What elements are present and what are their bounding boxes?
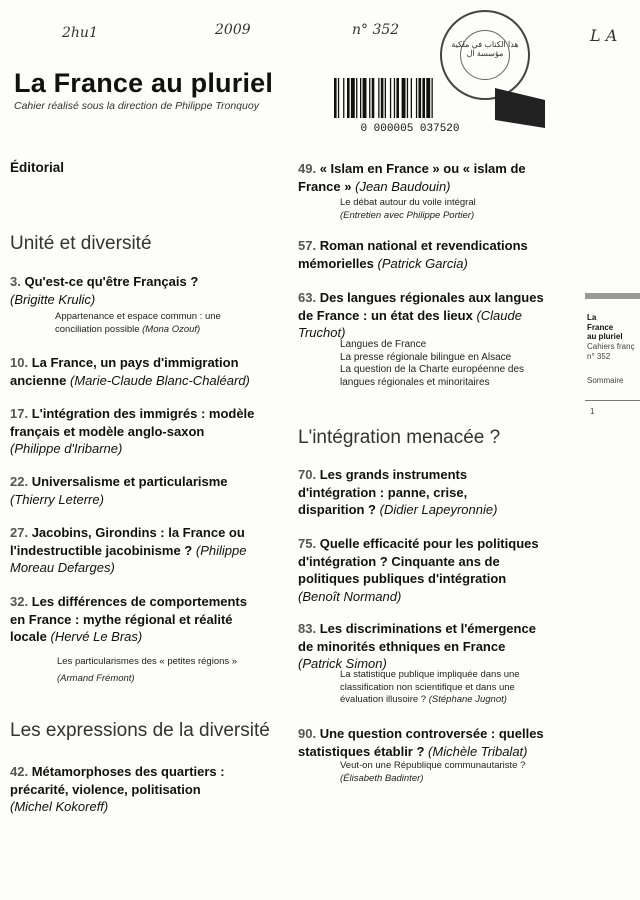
handwritten-number: n° 352 <box>352 22 400 38</box>
toc-entry-83[interactable]: 83. Les discriminations et l'émergence de minorités ethniques en France (Patrick Simon) <box>298 621 536 671</box>
toc-entry-42[interactable]: 42. Métamorphoses des quartiers : précarité, violence, politisation (Michel Kokoreff) <box>10 764 225 814</box>
side-page-number: 1 <box>590 407 595 416</box>
toc-sub-3: Appartenance et espace commun : une conciliation possible (Mona Ozouf) <box>55 311 221 335</box>
toc-entry-70[interactable]: 70. Les grands instruments d'intégration : panne, crise, disparition ? (Didier Lapeyronnie) <box>298 467 498 517</box>
toc-sub-83: La statistique publique impliquée dans une classification non scientifique et dans une évaluation illusoire ? (Stéphane Jugnot) <box>340 669 520 705</box>
toc-entry-17[interactable]: 17. L'intégration des immigrés : modèle français et modèle anglo-saxon (Philippe d'Iribarne) <box>10 406 255 456</box>
handwritten-code: 2hu1 <box>62 25 98 41</box>
toc-sub-32-author: (Armand Frémont) <box>57 673 135 684</box>
toc-entry-49[interactable]: 49. « Islam en France » ou « islam de France » (Jean Baudouin) <box>298 161 526 194</box>
toc-entry-75[interactable]: 75. Quelle efficacité pour les politiques d'intégration ? Cinquante ans de politiques publiques d'intégration (Benoît Normand) <box>298 536 539 604</box>
section-unite: Unité et diversité <box>10 233 152 254</box>
toc-entry-63[interactable]: 63. Des langues régionales aux langues de France : un état des lieux (Claude Truchot) <box>298 290 544 340</box>
toc-entry-57[interactable]: 57. Roman national et revendications mémorielles (Patrick Garcia) <box>298 238 528 271</box>
toc-entry-10[interactable]: 10. La France, un pays d'immigration ancienne (Marie-Claude Blanc-Chaléard) <box>10 355 250 388</box>
side-sommaire: Sommaire <box>587 376 624 385</box>
toc-sub-49: Le débat autour du voile intégral (Entretien avec Philippe Portier) <box>340 197 476 221</box>
toc-entry-32[interactable]: 32. Les différences de comportements en France : mythe régional et réalité locale (Hervé Le Bras) <box>10 594 247 644</box>
toc-sub-63: Langues de France La presse régionale bilingue en Alsace La question de la Charte européenne des langues régionales et minoritaires <box>340 339 525 388</box>
toc-entry-90[interactable]: 90. Une question controversée : quelles statistiques établir ? (Michèle Tribalat) <box>298 726 544 759</box>
barcode-number: 0 000005 037520 <box>360 123 460 134</box>
side-bar <box>585 293 640 299</box>
barcode <box>330 76 490 134</box>
side-divider <box>585 400 640 401</box>
handwritten-corner: L A <box>590 26 618 45</box>
toc-entry-22[interactable]: 22. Universalisme et particularisme (Thierry Leterre) <box>10 474 228 507</box>
page-subtitle: Cahier réalisé sous la direction de Philippe Tronquoy <box>14 100 259 112</box>
section-integration: L'intégration menacée ? <box>298 427 501 448</box>
section-expressions: Les expressions de la diversité <box>10 720 270 741</box>
stamp-text: هذا الكتاب في ملكية مؤسسة ال <box>451 40 519 58</box>
handwritten-year: 2009 <box>215 22 251 38</box>
stamp-emblem <box>495 88 545 128</box>
page-title: La France au pluriel <box>14 68 274 98</box>
toc-entry-27[interactable]: 27. Jacobins, Girondins : la France ou l'indestructible jacobinisme ? (Philippe Moreau Defarges) <box>10 525 247 575</box>
side-collection: Cahiers franç n° 352 <box>587 342 635 361</box>
toc-entry-3[interactable]: 3. Qu'est-ce qu'être Français ? (Brigitte Krulic) <box>10 274 199 307</box>
side-title: La France au pluriel <box>587 313 623 341</box>
toc-sub-90: Veut-on une République communautariste ? (Élisabeth Badinter) <box>340 760 526 784</box>
toc-sub-32: Les particularismes des « petites régions » <box>57 656 238 667</box>
editorial-link[interactable]: Éditorial <box>10 160 65 175</box>
